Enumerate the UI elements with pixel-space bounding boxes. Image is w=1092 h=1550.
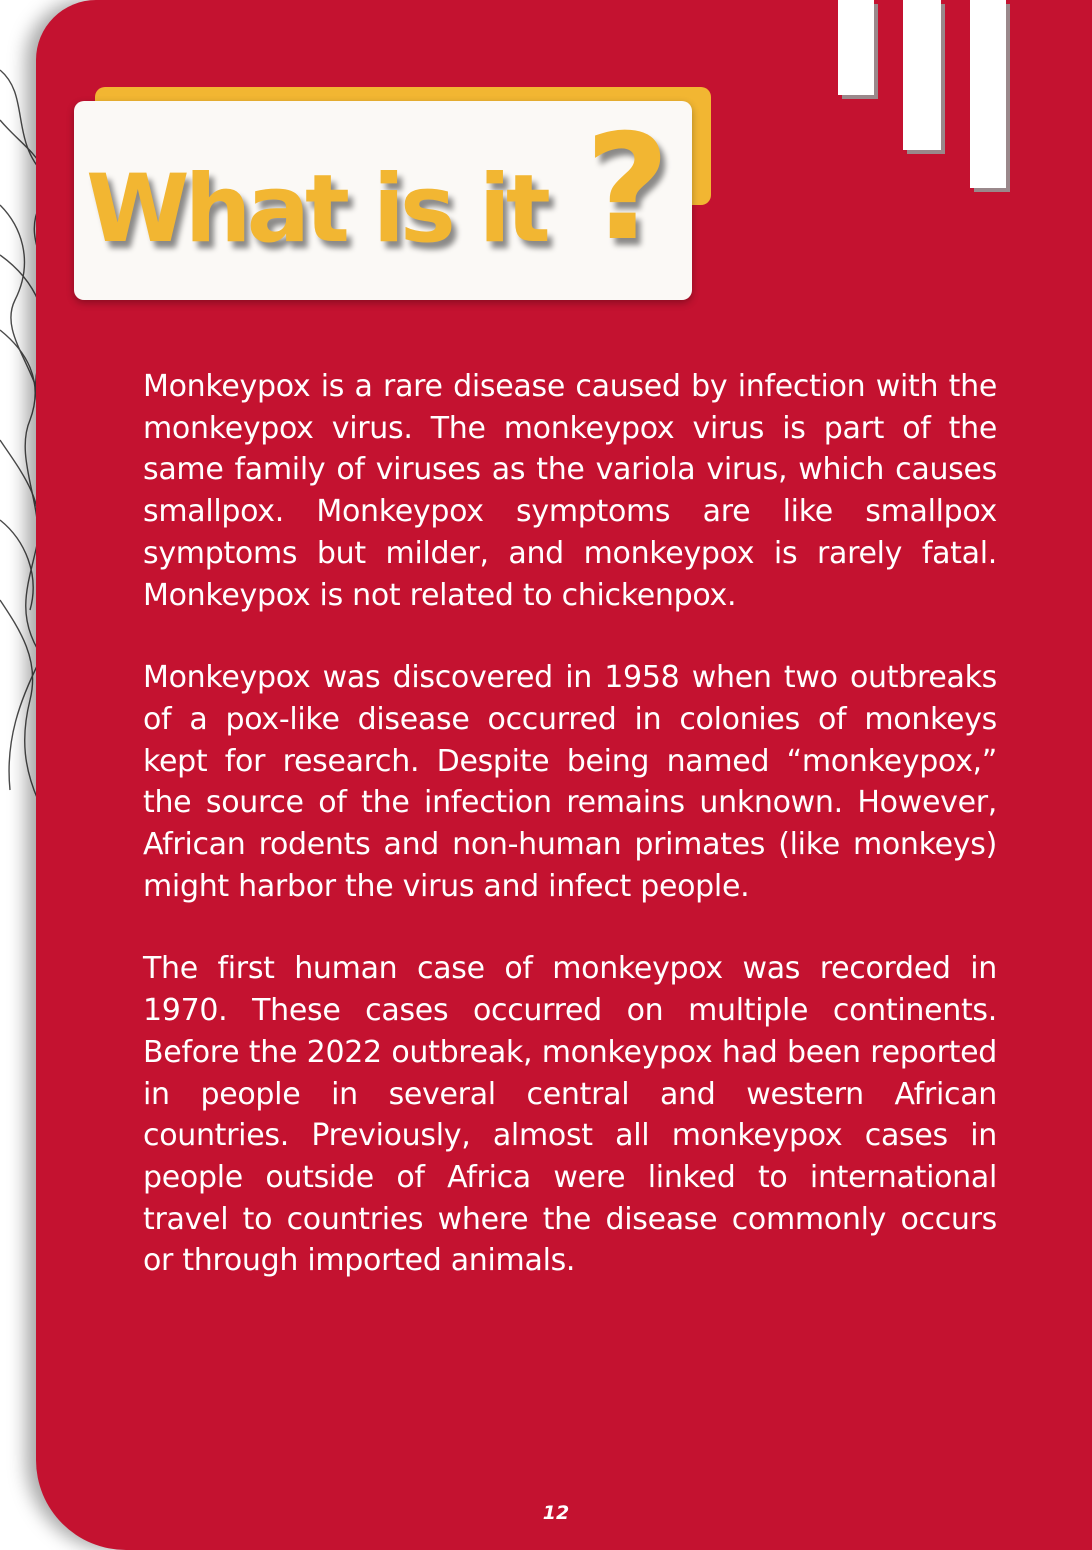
paragraph: The first human case of monkeypox was recorded in 1970. These cases occurred on multiple continents. Before the 2022 outbreak, monkeypox had been reported in people in several central and western African countries. Previously, almost all monkeypox cases in people outside of Africa were linked to international travel to countries where the disease commonly occurs or through imported animals. bbox=[143, 951, 997, 1279]
page-title: What is it bbox=[86, 155, 546, 264]
decorative-bar bbox=[838, 0, 874, 95]
paragraph: Monkeypox was discovered in 1958 when two outbreaks of a pox-like disease occurred in colonies of monkeys kept for research. Despite being named “monkeypox,” the source of the infection remains unknown. However, African rodents and non-human primates (like monkeys) might harbor the virus and infect people. bbox=[143, 660, 997, 904]
body-text bbox=[143, 366, 997, 1323]
paragraph: Monkeypox is a rare disease caused by infection with the monkeypox virus. The monkeypox virus is part of the same family of viruses as the variola virus, which causes smallpox. Monkeypox symptoms are like smallpox symptoms but milder, and monkeypox is rarely fatal. Monkeypox is not related to chickenpox. bbox=[143, 369, 997, 613]
title-question-mark: ? bbox=[585, 103, 670, 273]
decorative-bar bbox=[903, 0, 941, 150]
page-number: 12 bbox=[542, 1502, 570, 1524]
decorative-bar bbox=[970, 0, 1006, 188]
